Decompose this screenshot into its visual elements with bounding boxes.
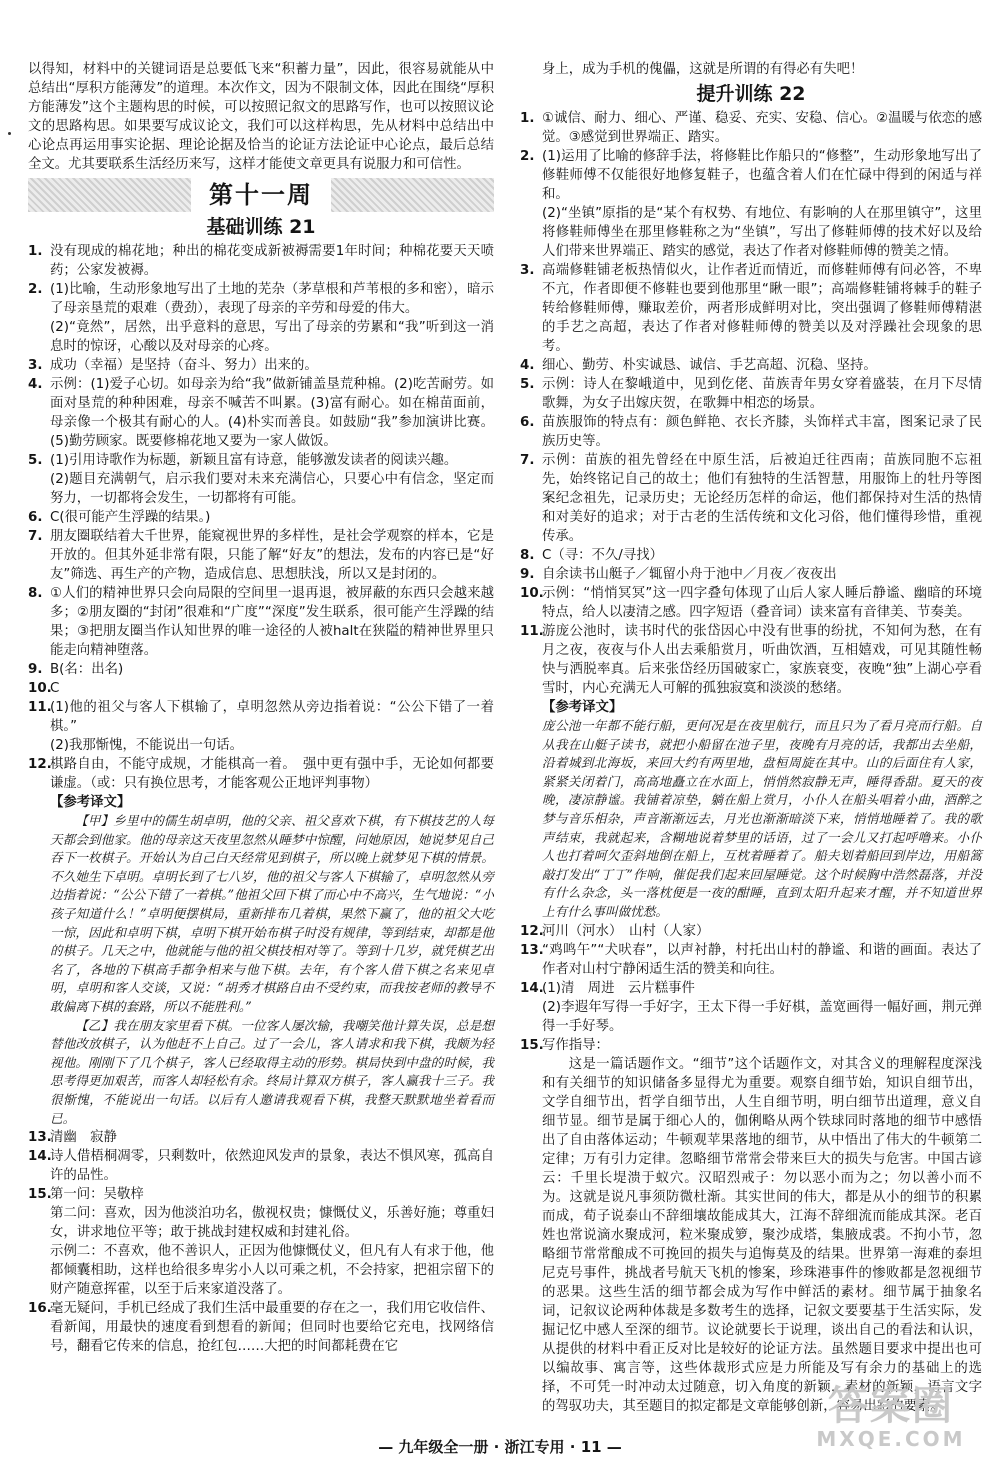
- answer-number: 15.: [520, 1037, 544, 1053]
- answer-item: [28, 242, 494, 280]
- answer-item: [28, 584, 494, 660]
- answer-list: [28, 242, 494, 793]
- answer-item: [520, 261, 982, 356]
- answer-number: 3.: [520, 263, 535, 278]
- reference-translation-title: 【参考译文】: [50, 795, 131, 810]
- answer-item: [28, 1299, 494, 1356]
- answer-number: 2.: [520, 149, 535, 164]
- answer-text: 示例：诗人在黎峨道中，见到仡佬、苗族青年男女穿着盛装，在月下尽情歌舞，为女子出嫁庆贺，在歌舞中相恋的场景。: [542, 377, 982, 411]
- answer-number: 10.: [520, 586, 544, 601]
- answer-item: [28, 451, 494, 508]
- section-title: 提升训练 22: [696, 83, 806, 105]
- answer-number: 14.: [520, 980, 544, 996]
- answer-text: (2)“坐镇”原指的是“某个有权势、有地位、有影响的人在那里镇守”，这里将修鞋师傅坐在那里修鞋称之为“坐镇”，写出了修鞋师傅的技术好以及给人们带来世界端正、踏实的感觉，表达了作者对修鞋师傅的赞美之情。: [542, 206, 982, 259]
- answer-item: [520, 413, 982, 451]
- answer-number: 4.: [520, 358, 535, 373]
- answer-item: [520, 922, 982, 941]
- answer-text: (1)运用了比喻的修辞手法，将修鞋比作船只的“修整”，生动形象地写出了修鞋师傅不仅能很好地修复鞋子，也蕴含着人们在忙碌中得到的闲适与祥和。: [542, 149, 982, 202]
- answer-text: 示例：苗族的祖先曾经在中原生活，后被迫迁往西南；苗族同胞不忘祖先，始终铭记自己的故土；他们有独特的生活智慧，用服饰上的牡丹等图案纪念祖先，记录历史；无论经历怎样的命运，他们都保持对生活的热情和对美好的追求；对于古老的生活传统和文化习俗，他们懂得珍惜，重视传承。: [542, 453, 982, 544]
- answer-text: “鸡鸣午”“犬吠春”，以声衬静，村托出山村的静谧、和谐的画面。表达了作者对山村宁静闲适生活的赞美和向往。: [542, 942, 982, 977]
- translation-paragraph: 【乙】我在朋友家里看下棋。一位客人屡次输，我嘲笑他计算失误，总是想替他改放棋子，认为他赶不上自己。过了一会儿，客人请求和我下棋，我颇为轻视他。刚刚下了几个棋子，客人已经取得主动的形势。棋局快到中盘的时候，我思考得更加艰苦，而客人却轻松有余。终局计算双方棋子，客人赢我十三子。我很惭愧，不能说出一句话。以后有人邀请我观看下棋，我整天默默地坐着看而已。: [50, 1017, 494, 1126]
- answer-number: 5.: [520, 377, 535, 392]
- writing-guide-text: 这是一篇话题作文。“细节”这个话题作文，对其含义的理解程度深浅和有关细节的知识储备多显得尤为重要。观察自细节始，知识自细节出，文学自细节出，哲学自细节出，人生自细节明，明白细节出道理，意义自细节显。细节是属于细心人的，伽俐略从两个铁球同时落地的细节中感悟出了自由落体运动；牛顿观苹果落地的细节，从中悟出了伟大的牛顿第二定律；万有引力定律。忽略细节常常会带来巨大的损失与危害。中国古谚云：千里长堤溃于蚁穴。汉昭烈戒子：勿以恶小而为之；勿以善小而不为。这就是说凡事须防微杜渐。其实世间的伟大，都是从小的细节的积累而成，荀子说泰山不辞细壤故能成其大，江海不辞细流而能成其深。老百姓也常说滴水聚成河，粒米聚成箩，聚沙成塔，集腋成裘。不拘小节，忽略细节常常酿成不可挽回的损失与追悔莫及的结果。世界第一海难的泰坦尼克号事件，挑战者号航天飞机的惨案，珍珠港事件的惨败都是忽视细节的恶果。这些生活的细节都会成为写作中鲜活的素材。细节属于抽象名词，记叙议论两种体裁是多数考生的选择，记叙文要要基于生活实际，发掘记忆中感人至深的细节。议论就要长于说理，谈出自己的看法和认识，从提供的材料中看正反对比是较好的论证方法。虽然题目要求中提出也可以编故事、寓言等，这些体裁形式应是力所能及写有余力的基础上的选择，不可凭一时冲动太过随意，切入角度的新颖，素材的新颖，语言文字的驾驭功夫，其至题目的拟定都是文章能够创新，容易出彩的要素。: [542, 1056, 982, 1414]
- answer-text: ①诚信、耐力、细心、严谨、稳妥、充实、安稳、信心。②温暖与依恋的感觉。③感觉到世界端正、踏实。: [542, 111, 982, 145]
- answer-text: 诗人借梧桐凋零，只剩数叶，依然迎风发声的景象，表达不惧风寒，孤高自许的品性。: [50, 1149, 494, 1184]
- answer-number: 8.: [28, 586, 43, 601]
- intro-paragraph: 以得知，材料中的关键词语是总要低飞来“积蓄力量”，因此，很容易就能从中总结出“厚积方能薄发”的道理。本次作文，因为不限制文体，因此在围绕“厚积方能薄发”这个主题构思的时候，可以按照记叙文的思路写作，也可以按照议论文的思路构思。如果要写成议论文，我们可以这样构思，先从材料中总结出中心论点再运用事实论据、理论论据及恰当的论证方法论证中心论点，最后总结全文。尤其要联系生活经历来写，这样才能使文章更具有说服力和可信性。: [28, 62, 494, 172]
- answer-item: [28, 356, 494, 375]
- answer-text: C: [50, 681, 60, 696]
- answer-text: 自余读书山艇子／辄留小舟于池中／月夜／夜夜出: [542, 567, 837, 582]
- answer-number: 11.: [520, 624, 544, 639]
- answer-text: 示例：“悄悄冥冥”这一四字叠句体现了山后人家人睡后静谧、幽暗的环境特点，给人以凄清之感。四字短语（叠音词）读来富有音律美、节奏美。: [542, 586, 982, 620]
- answer-number: 10.: [28, 681, 52, 696]
- translation-text: [28, 812, 494, 1128]
- answer-number: 14.: [28, 1149, 52, 1165]
- answer-number: 6.: [520, 415, 535, 430]
- answer-list: [520, 109, 982, 698]
- section-title: 基础训练 21: [206, 216, 316, 238]
- answer-number: 9.: [28, 662, 43, 677]
- answer-item: [520, 565, 982, 584]
- answer-text: 成功（幸福）是坚持（奋斗、努力）出来的。: [50, 358, 318, 373]
- translation-text: 庞公池一年都不能行船，更何况是在夜里航行，而且只为了看月亮而行船。自从我在山艇子读书，就把小船留在池子里，夜晚有月亮的话，我都出去坐船，沿着城到北海坂，来回大约有两里地，盘桓周旋在其中。山的后面住有人家，紧紧关闭着门，高高地矗立在水面上，悄悄然寂静无声，睡得香甜。夏天的夜晚，凄凉静谧。我铺着凉垫，躺在船上赏月，小仆人在船头唱着小曲，酒醉之梦与音乐相杂，声音渐渐远去，月光也渐渐暗淡下来，悄悄地睡着了。我的歌声结束，我就起来，含糊地说着梦里的话语，过了一会儿又打起呼噜来。小仆人也打着呵欠歪斜地倒在船上，互枕着睡着了。船夫划着船回到岸边，用船篙敲打发出“丁丁”作响，催促我们起来回屋睡觉。这个时候胸中浩然磊落，并没有什么杂念，头一落枕便是一夜的酣睡，直到太阳升起来才醒，并不知道世界上有什么事叫做忧愁。: [542, 718, 982, 919]
- answer-text: 示例二：不喜欢，他不善识人，正因为他慷慨仗义，但凡有人有求于他，他都倾囊相助，这样也给很多卑劣小人以可乘之机，不会持家，把祖宗留下的财产随意挥霍，以至于后来家道没落了。: [50, 1244, 494, 1298]
- answer-number: 12.: [28, 757, 52, 772]
- left-column: [28, 60, 494, 1356]
- answer-number: 9.: [520, 567, 535, 582]
- answer-text: B(名：出名): [50, 662, 124, 677]
- right-column: [520, 60, 982, 1416]
- answer-text: 第一问：吴敬梓: [50, 1187, 144, 1203]
- answer-text: (2)我那惭愧，不能说出一句话。: [50, 738, 244, 753]
- answer-item: [520, 979, 982, 1036]
- answer-text: C(很可能产生浮躁的结果。): [50, 510, 211, 525]
- answer-item: [520, 109, 982, 147]
- answer-text: C（寻：不久/寻找）: [542, 548, 663, 563]
- answer-item: [520, 1036, 982, 1055]
- answer-item: [28, 660, 494, 679]
- answer-item: [28, 679, 494, 698]
- answer-item: [520, 451, 982, 546]
- answer-item: [520, 147, 982, 261]
- answer-text: 河川（河水） 山村（人家）: [542, 923, 710, 939]
- answer-number: 2.: [28, 282, 43, 297]
- answer-number: 13.: [28, 1130, 52, 1146]
- answer-item: [28, 1128, 494, 1147]
- answer-text: 游庞公池时，读书时代的张岱因心中没有世事的纷扰，不知何为愁，在有月之夜，夜夜与仆人出去乘船赏月，听曲饮酒，互相嬉戏，可见其随性畅快与洒脱率真。后来张岱经历国破家亡，家族衰变，夜晚“独”上湖心亭看雪时，内心充满无人可解的孤独寂寞和淡淡的愁绪。: [542, 624, 982, 696]
- answer-number: 6.: [28, 510, 43, 525]
- answer-text: 写作指导：: [542, 1037, 609, 1053]
- week-title: 第十一周: [191, 178, 331, 212]
- answer-number: 7.: [28, 529, 43, 544]
- answer-list-continued: [28, 1128, 494, 1356]
- answer-item: [520, 584, 982, 622]
- answer-item: [520, 375, 982, 413]
- answer-text: (2)李遐年写得一手好字，王太下得一手好棋，盖宽画得一幅好画，荆元弹得一手好琴。: [542, 999, 982, 1034]
- answer-text: (1)他的祖父与客人下棋输了，卓明忽然从旁边指着说：“公公下错了一着棋。”: [50, 700, 494, 734]
- answer-text: 清幽 寂静: [50, 1130, 117, 1146]
- answer-number: 4.: [28, 377, 43, 392]
- answer-number: 1.: [28, 244, 43, 259]
- answer-number: 1.: [520, 111, 535, 126]
- answer-number: 16.: [28, 1301, 52, 1317]
- answer-item: [520, 941, 982, 979]
- margin-dot: [8, 132, 11, 135]
- answer-text: (1)清 周进 云片糕事件: [542, 980, 695, 996]
- reference-translation-title: 【参考译文】: [542, 700, 623, 715]
- answer-item: [28, 280, 494, 356]
- continuation-text: 身上，成为手机的傀儡，这就是所谓的有得必有失吧！: [542, 62, 864, 77]
- answer-list-continued: [520, 922, 982, 1055]
- answer-number: 13.: [520, 942, 544, 958]
- answer-number: 15.: [28, 1187, 52, 1203]
- answer-text: ①人们的精神世界只会向局限的空间里一退再退，被屏蔽的东西只会越来越多；②朋友圈的“封闭”很难和“广度”“深度”发生联系，很可能产生浮躁的结果；③把朋友圈当作认知世界的唯一途径的人被halt在狭隘的精神世界里只能走向精神堕落。: [50, 586, 494, 658]
- answer-number: 11.: [28, 700, 52, 715]
- answer-item: [28, 508, 494, 527]
- answer-text: 细心、勤劳、朴实诚恳、诚信、手艺高超、沉稳、坚持。: [542, 358, 877, 373]
- answer-text: 高端修鞋铺老板热情似火，让作者近而情近，而修鞋师傅有问必答，不卑不亢，作者即便不修鞋也要到他那里“瞅一眼”；高端修鞋铺将棘手的鞋子转给修鞋师傅，赚取差价，两者形成鲜明对比，突出强调了修鞋师傅精湛的手艺之高超，表达了作者对修鞋师傅的赞美以及对浮躁社会现象的思考。: [542, 263, 982, 354]
- answer-text: (1)比喻，生动形象地写出了土地的芜杂（茅草根和芦苇根的多和密），暗示了母亲垦荒的艰难（费劲），表现了母亲的辛劳和母爱的伟大。: [50, 282, 494, 316]
- answer-item: [520, 356, 982, 375]
- translation-paragraph: 【甲】乡里中的儒生胡卓明，他的父亲、祖父喜欢下棋，有下棋技艺的人每天都会到他家。他的母亲这天夜里忽然从睡梦中惊醒，问她原因，她说梦见自己吞下一枚棋子。开始认为自己白天经常见到棋子，所以晚上就梦见下棋的情景。不久她生下卓明。卓明长到了七八岁，他的祖父与客人下棋输了，卓明忽然从旁边指着说：“公公下错了一着棋。”他祖父回下棋了而心中不高兴，生气地说：“小孩子知道什么！”卓明便摆棋局，重新排布几着棋，果然下赢了，他的祖父大吃一惊，因此和卓明下棋，卓明下棋开始布棋子时没有规律，等到结束，却都是他的棋子。几天之中，他就能与他的祖父棋技相对等了。等到十几岁，就凭棋艺出名了，各地的下棋高手都争相来与他下棋。去年，有个客人借下棋之名来见卓明，卓明和客人交谈，又说：“胡秀才棋路自由不受约束，而我按老师的教导不敢偏离下棋的套路，所以不能胜利。”: [50, 813, 494, 1014]
- answer-text: 棋路自由，不能守成规，才能棋高一着。 强中更有强中手，无论如何都要谦虚。（或：只有换位思考，才能客观公正地评判事物）: [50, 757, 494, 791]
- answer-item: [520, 622, 982, 698]
- page-footer: — 九年级全一册 · 浙江专用 · 11 —: [378, 1438, 622, 1456]
- answer-item: [28, 1147, 494, 1185]
- answer-item: [520, 546, 982, 565]
- answer-item: [28, 527, 494, 584]
- answer-text: 第二问：喜欢，因为他淡泊功名，傲视权贵；慷慨仗义，乐善好施；尊重妇女，讲求地位平等；敢于挑战封建权威和封建礼俗。: [50, 1206, 494, 1241]
- watermark-logo: 答案圈 MXQE.COM: [816, 1383, 966, 1451]
- answer-number: 5.: [28, 453, 43, 468]
- answer-number: 12.: [520, 923, 544, 939]
- answer-text: 没有现成的棉花地；种出的棉花变成新被褥需要1年时间；种棉花要天天喷药；公家发被褥。: [50, 244, 494, 278]
- answer-item: [28, 698, 494, 755]
- answer-text: (2)题目充满朝气，启示我们要对未来充满信心，只要心中有信念，坚定而努力，一切都将会发生，一切都将有可能。: [50, 472, 494, 506]
- answer-text: 朋友圈联结着大千世界，能窥视世界的多样性，是社会学观察的样本，它是开放的。但其外延非常有限，只能了解“好友”的想法，发布的内容已是“好友”筛选、再生产的产物，造成信息、思想肤浅，所以又是封闭的。: [50, 529, 494, 582]
- answer-item: [28, 755, 494, 793]
- answer-number: 7.: [520, 453, 535, 468]
- week-banner: [28, 178, 494, 212]
- answer-text: 示例：(1)爱子心切。如母亲为给“我”做新铺盖垦荒种棉。(2)吃苦耐劳。如面对垦荒的种种困难，母亲不喊苦不叫累。(3)富有耐心。如在棉苗面前，母亲像一个极其有耐心的人。(4)朴实而善良。如鼓励“我”参加演讲比赛。(5)勤劳顾家。既要修棉花地又要为一家人做饭。: [50, 377, 494, 449]
- answer-text: (1)引用诗歌作为标题，新颖且富有诗意，能够激发读者的阅读兴趣。: [50, 453, 458, 468]
- answer-item: [28, 1185, 494, 1299]
- answer-number: 3.: [28, 358, 43, 373]
- answer-number: 8.: [520, 548, 535, 563]
- answer-text: (2)“竟然”，居然，出乎意料的意思，写出了母亲的劳累和“我”听到这一消息时的惊讶，心酸以及对母亲的心疼。: [50, 320, 494, 354]
- answer-text: 毫无疑问，手机已经成了我们生活中最重要的存在之一，我们用它收信件、看新闻，用最快的速度看到想看的新闻；但同时也要给它充电，找网络信号，翻看它传来的信息，抢红包……大把的时间都耗费在它: [50, 1301, 494, 1355]
- answer-item: [28, 375, 494, 451]
- answer-text: 苗族服饰的特点有：颜色鲜艳、衣长齐膝，头饰样式丰富，图案记录了民族历史等。: [542, 415, 982, 449]
